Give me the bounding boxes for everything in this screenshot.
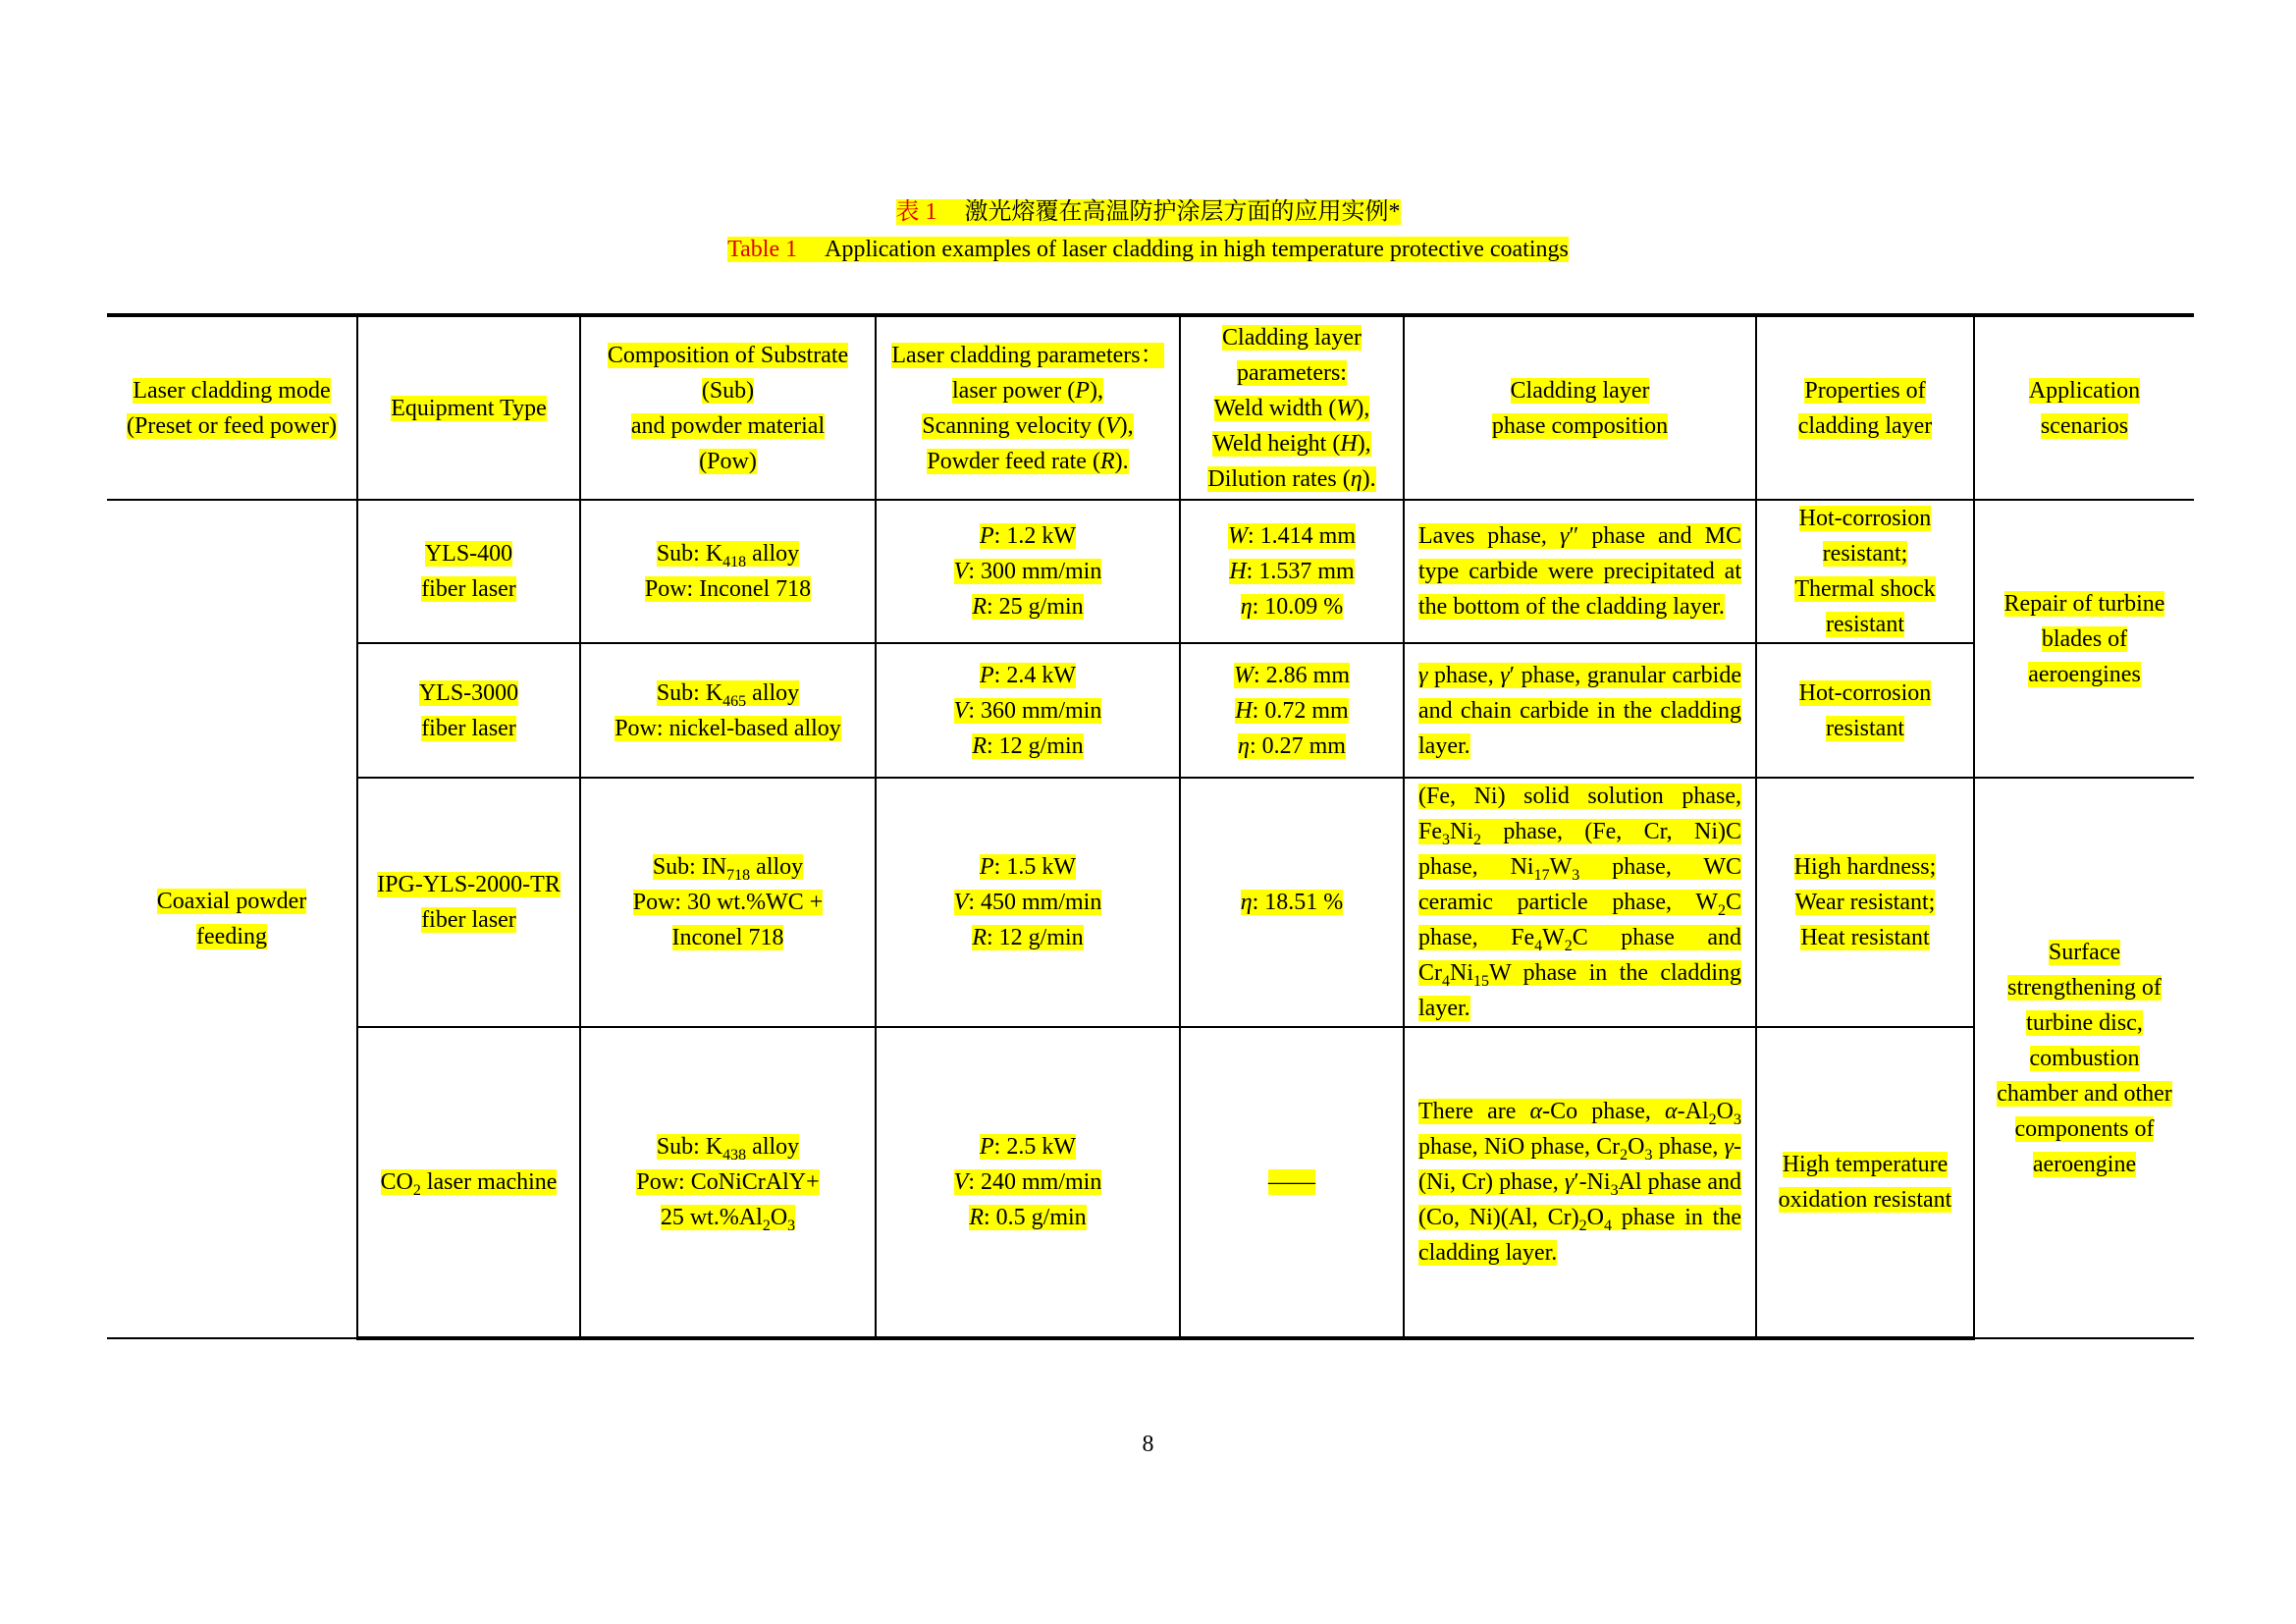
header-application: Application scenarios xyxy=(1974,315,2194,500)
cell-parameters: P: 2.5 kW V: 240 mm/min R: 0.5 g/min xyxy=(876,1027,1180,1338)
header-layer-params: Cladding layer parameters: Weld width (W), Weld height (H), Dilution rates (η). xyxy=(1180,315,1404,500)
table-title-chinese xyxy=(0,194,2296,230)
table-row xyxy=(107,778,2194,1027)
table-title-chinese-text: 激光熔覆在高温防护涂层方面的应用实例* xyxy=(964,199,1401,225)
table-title-english xyxy=(0,232,2296,267)
cell-layer-params: η: 18.51 % xyxy=(1180,778,1404,1027)
cell-properties: High hardness; Wear resistant; Heat resistant xyxy=(1756,778,1974,1027)
cell-equipment: YLS-400 fiber laser xyxy=(357,500,580,643)
table-label-english: Table 1 xyxy=(727,237,798,262)
cell-composition: Sub: $K_{438}$ alloy Pow: CoNiCrAlY+ 25 $wt.\%Al_2O_3$ xyxy=(580,1027,876,1338)
cell-properties: High temperature oxidation resistant xyxy=(1756,1027,1974,1338)
cell-phase: Laves phase, γ″ phase and MC type carbide were precipitated at the bottom of the cladding layer. xyxy=(1404,500,1756,643)
cell-composition: Sub: $K_{418}$ alloy Pow: Inconel 718 xyxy=(580,500,876,643)
header-composition: Composition of Substrate (Sub) and powder material (Pow) xyxy=(580,315,876,500)
header-mode: Laser cladding mode (Preset or feed power) xyxy=(107,315,357,500)
cell-phase: γ phase, γ′ phase, granular carbide and chain carbide in the cladding layer. xyxy=(1404,643,1756,778)
header-row xyxy=(107,315,2194,500)
cell-application-surface: Surface strengthening of turbine disc, combustion chamber and other components of aeroengine xyxy=(1974,778,2194,1338)
header-equipment: Equipment Type xyxy=(357,315,580,500)
page-number: 8 xyxy=(1142,1432,1154,1457)
cell-properties: Hot-corrosion resistant; Thermal shock resistant xyxy=(1756,500,1974,643)
table-title-english-text: Application examples of laser cladding in high temperature protective coatings xyxy=(825,237,1569,262)
cell-layer-params: W: 1.414 mm H: 1.537 mm η: 10.09 % xyxy=(1180,500,1404,643)
cell-layer-params: —— xyxy=(1180,1027,1404,1338)
header-parameters: Laser cladding parameters： laser power (P), Scanning velocity (V), Powder feed rate (R). xyxy=(876,315,1180,500)
cell-parameters: P: 1.2 kW V: 300 mm/min R: 25 g/min xyxy=(876,500,1180,643)
cell-application-repair: Repair of turbine blades of aeroengines xyxy=(1974,500,2194,778)
cell-parameters: P: 2.4 kW V: 360 mm/min R: 12 g/min xyxy=(876,643,1180,778)
cell-composition: Sub: $IN_{718}$ alloy Pow: 30 wt.%WC + Inconel 718 xyxy=(580,778,876,1027)
table-label-chinese: 表 1 xyxy=(895,199,937,225)
cell-composition: Sub: $K_{465}$ alloy Pow: nickel-based alloy xyxy=(580,643,876,778)
cell-properties: Hot-corrosion resistant xyxy=(1756,643,1974,778)
table-row xyxy=(107,500,2194,643)
cell-phase: (Fe, Ni) solid solution phase, $Fe_3Ni_2$ phase, (Fe, Cr, Ni)C phase, $Ni_{17}W_3$ phase, WC ceramic particle phase, $W_2C$ phase, $Fe_4W_2C$ phase and $Cr_4Ni_{15}W$ phase in the cladding layer. xyxy=(1404,778,1756,1027)
header-properties: Properties of cladding layer xyxy=(1756,315,1974,500)
cell-equipment: IPG-YLS-2000-TR fiber laser xyxy=(357,778,580,1027)
application-examples-table xyxy=(107,313,2194,1340)
header-phase: Cladding layer phase composition xyxy=(1404,315,1756,500)
table-row xyxy=(107,1027,2194,1338)
cell-equipment: YLS-3000 fiber laser xyxy=(357,643,580,778)
cell-layer-params: W: 2.86 mm H: 0.72 mm η: 0.27 mm xyxy=(1180,643,1404,778)
cell-parameters: P: 1.5 kW V: 450 mm/min R: 12 g/min xyxy=(876,778,1180,1027)
table-row xyxy=(107,643,2194,778)
cell-mode: Coaxial powder feeding xyxy=(107,500,357,1338)
cell-phase: There are α-Co phase, $\alpha-Al_2O_3$ phase, NiO phase, $Cr_2O_3$ phase, γ-(Ni, Cr) phase, $\gamma'-Ni_3Al$ phase and (Co, Ni)(Al, $Cr)_2O_4$ phase in the cladding layer. xyxy=(1404,1027,1756,1338)
cell-equipment: $CO_2$ laser machine xyxy=(357,1027,580,1338)
